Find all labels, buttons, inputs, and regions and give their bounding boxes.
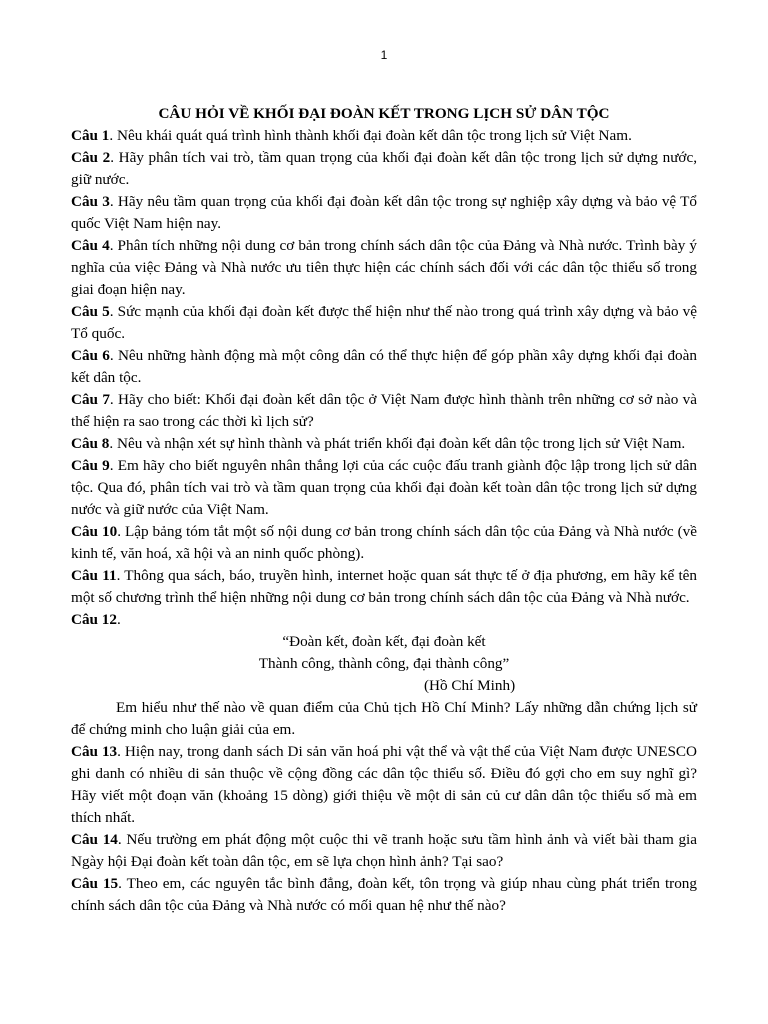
- question-label: Câu 7: [71, 391, 110, 408]
- quote-author: (Hồ Chí Minh): [424, 677, 516, 694]
- question-text: . Hãy nêu tầm quan trọng của khối đại đoàn kết dân tộc trong sự nghiệp xây dựng và bảo vệ Tổ quốc Việt Nam hiện nay.: [71, 193, 697, 232]
- question-text: . Nếu trường em phát động một cuộc thi vẽ tranh hoặc sưu tầm hình ảnh và viết bài tham gia Ngày hội Đại đoàn kết toàn dân tộc, em sẽ lựa chọn hình ảnh? Tại sao?: [71, 831, 698, 870]
- question-13: [71, 741, 697, 829]
- question-text: . Lập bảng tóm tắt một số nội dung cơ bản trong chính sách dân tộc của Đảng và Nhà nước (về kinh tế, văn hoá, xã hội và an ninh quốc phòng).: [71, 523, 697, 562]
- question-3: [71, 191, 697, 235]
- question-text: . Hãy cho biết: Khối đại đoàn kết dân tộc ở Việt Nam được hình thành trên những cơ sở nào và thể hiện ra sao trong các thời kì lịch sử?: [71, 391, 697, 430]
- question-5: [71, 301, 697, 345]
- question-label: Câu 6: [71, 347, 110, 364]
- question-text: . Phân tích những nội dung cơ bản trong chính sách dân tộc của Đảng và Nhà nước. Trình bày ý nghĩa của việc Đảng và Nhà nước ưu tiên thực hiện các chính sách đối với các dân tộc thiểu số trong giai đoạn hiện nay.: [71, 237, 697, 298]
- question-9: [71, 455, 697, 521]
- quote-line-1: “Đoàn kết, đoàn kết, đại đoàn kết: [282, 633, 486, 650]
- question-4: [71, 235, 697, 301]
- question-text: . Theo em, các nguyên tắc bình đẳng, đoàn kết, tôn trọng và giúp nhau cùng phát triển trong chính sách dân tộc của Đảng và Nhà nước có mối quan hệ như thế nào?: [71, 875, 697, 914]
- question-12-text: Em hiểu như thế nào về quan điểm của Chủ tịch Hồ Chí Minh? Lấy những dẫn chứng lịch sử để chứng minh cho luận giải của em.: [71, 699, 697, 738]
- document-body: [71, 103, 697, 917]
- question-label: Câu 3: [71, 193, 110, 210]
- question-text: . Nêu và nhận xét sự hình thành và phát triển khối đại đoàn kết dân tộc trong lịch sử Việt Nam.: [109, 435, 686, 452]
- question-11: [71, 565, 697, 609]
- question-label: Câu 9: [71, 457, 110, 474]
- quote-line-2: Thành công, thành công, đại thành công”: [258, 655, 510, 672]
- question-text: . Nêu những hành động mà một công dân có thể thực hiện để góp phần xây dựng khối đại đoàn kết dân tộc.: [71, 347, 697, 386]
- question-text: . Hãy phân tích vai trò, tầm quan trọng của khối đại đoàn kết dân tộc trong lịch sử dựng nước, giữ nước.: [71, 149, 697, 188]
- question-10: [71, 521, 697, 565]
- question-label: Câu 4: [71, 237, 110, 254]
- question-text: . Hiện nay, trong danh sách Di sản văn hoá phi vật thể và vật thể của Việt Nam được UNESCO ghi danh có nhiều di sản thuộc về cộng đồng các dân tộc thiểu số. Điều đó gợi cho em suy nghĩ gì? Hãy viết một đoạn văn (khoảng 15 dòng) giới thiệu về một di sản củ cư dân dân tộc thiểu số mà em thích nhất.: [71, 743, 697, 826]
- question-label: Câu 8: [71, 435, 110, 452]
- question-label: Câu 2: [71, 149, 111, 166]
- question-label: Câu 11: [71, 567, 117, 584]
- question-1: [71, 125, 697, 147]
- question-text: . Sức mạnh của khối đại đoàn kết được thể hiện như thế nào trong quá trình xây dựng và bảo vệ Tổ quốc.: [71, 303, 698, 342]
- question-label: Câu 15: [71, 875, 119, 892]
- question-2: [71, 147, 697, 191]
- question-12: [71, 609, 697, 631]
- question-text: . Thông qua sách, báo, truyền hình, internet hoặc quan sát thực tế ở địa phương, em hãy kể tên một số chương trình thể hiện những nội dung cơ bản trong chính sách dân tộc của Đảng và Nhà nước.: [71, 567, 698, 606]
- question-text: . Em hãy cho biết nguyên nhân thắng lợi của các cuộc đấu tranh giành độc lập trong lịch sử dân tộc. Qua đó, phân tích vai trò và tầm quan trọng của khối đại đoàn kết toàn dân tộc trong lịch sử dựng nước và giữ nước của Việt Nam.: [71, 457, 697, 518]
- question-7: [71, 389, 697, 433]
- question-6: [71, 345, 697, 389]
- question-label: Câu 12: [71, 611, 117, 628]
- question-label: Câu 1: [71, 127, 110, 144]
- question-label: Câu 5: [71, 303, 110, 320]
- document-title: CÂU HỎI VỀ KHỐI ĐẠI ĐOÀN KẾT TRONG LỊCH SỬ DÂN TỘC: [158, 105, 610, 122]
- question-label: Câu 13: [71, 743, 118, 760]
- question-label: Câu 14: [71, 831, 118, 848]
- question-text: . Nêu khái quát quá trình hình thành khối đại đoàn kết dân tộc trong lịch sử Việt Nam.: [109, 127, 632, 144]
- question-label: Câu 10: [71, 523, 118, 540]
- question-15: [71, 873, 697, 917]
- page-number: 1: [380, 48, 388, 62]
- question-14: [71, 829, 697, 873]
- question-punct: .: [117, 611, 121, 628]
- question-8: [71, 433, 697, 455]
